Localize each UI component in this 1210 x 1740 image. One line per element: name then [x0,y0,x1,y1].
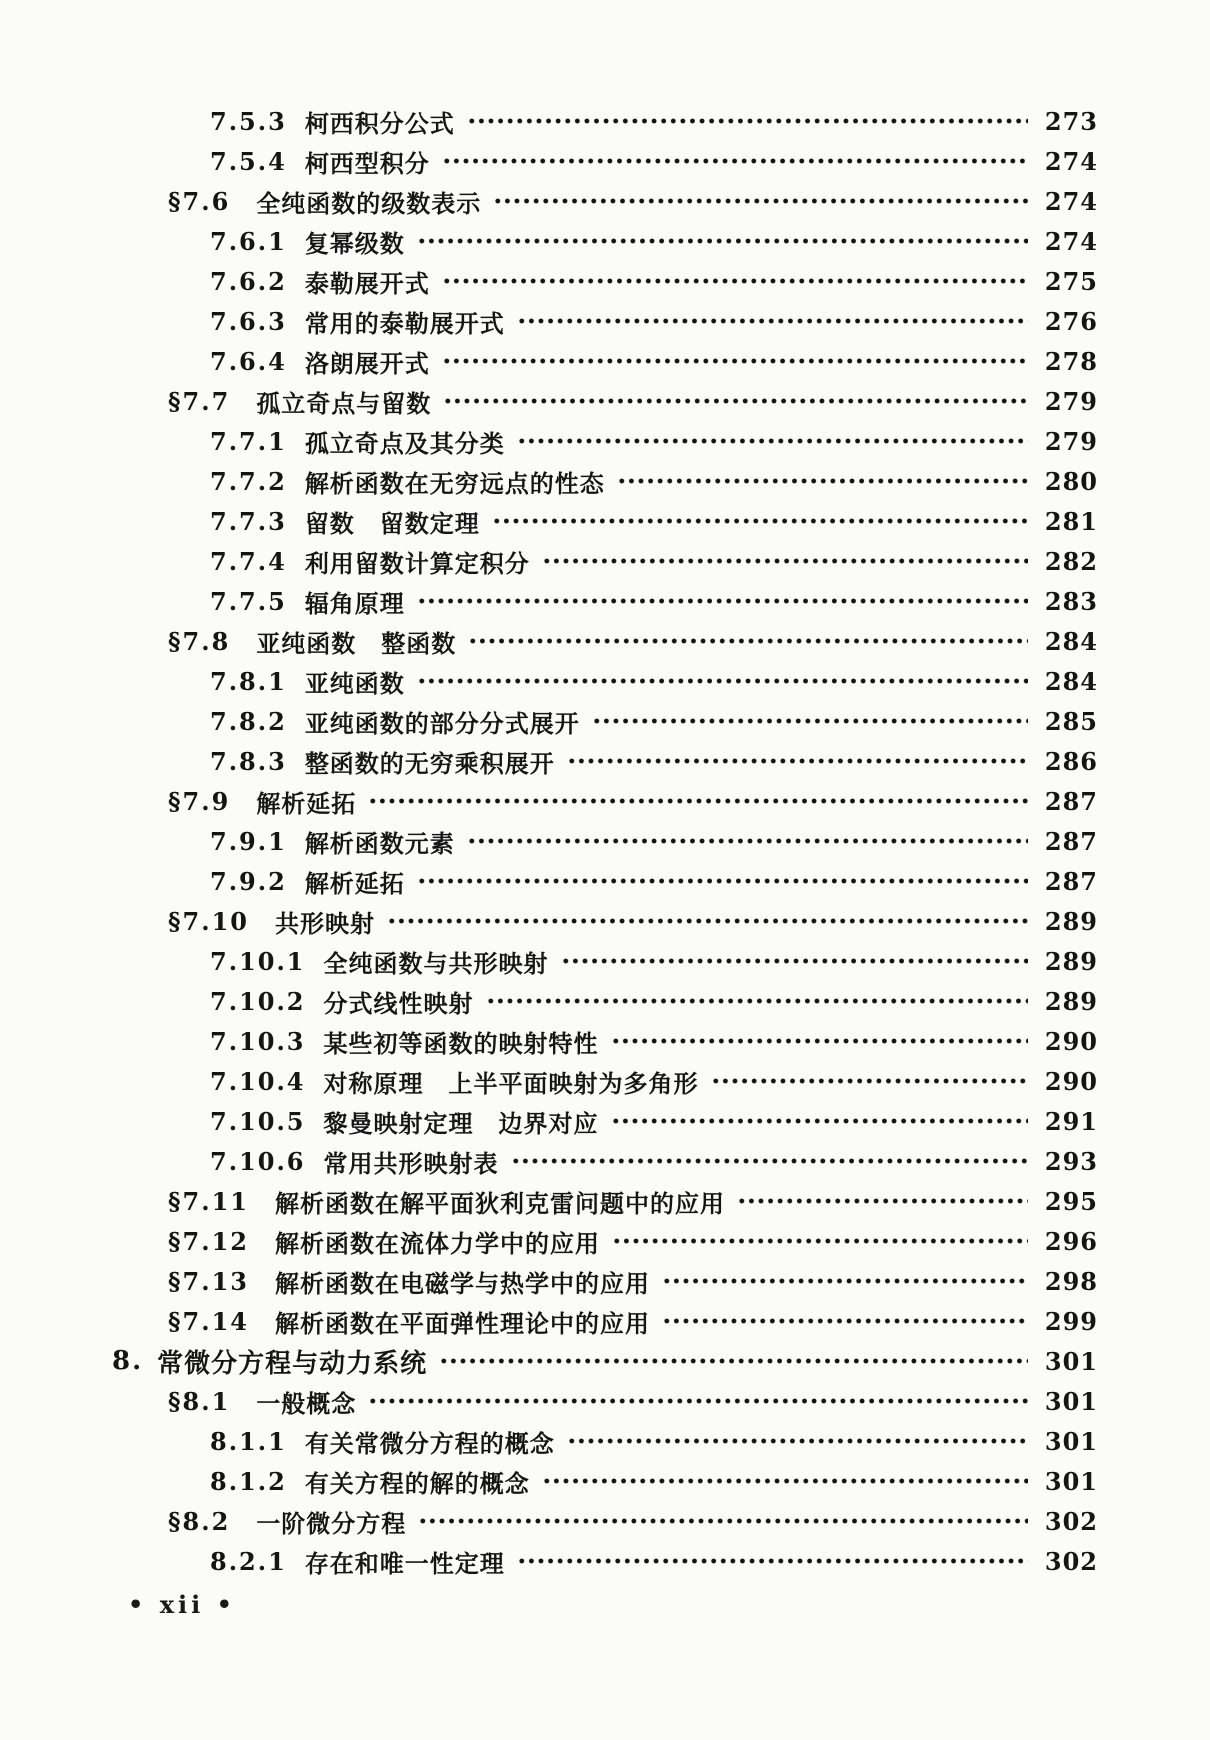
entry-number: §7.12 [168,1226,250,1256]
entry-page-number: 274 [1044,186,1098,216]
entry-number: 7.8.1 [210,666,287,696]
dot-leader [467,101,1028,141]
entry-page-number: 281 [1044,506,1098,536]
entry-number: 7.8.3 [210,746,287,776]
entry-number: 7.10.3 [210,1026,306,1056]
page-number-footer: • xii • [128,1590,236,1619]
entry-page-number: 285 [1044,706,1098,736]
toc-entry [0,901,1210,941]
dot-leader [417,221,1028,261]
dot-leader [737,1181,1028,1221]
entry-title: 解析函数在平面弹性理论中的应用 [275,1309,651,1338]
entry-title: 洛朗展开式 [304,349,430,378]
dot-leader [517,301,1028,341]
dot-leader [368,781,1028,821]
toc-entry [0,1021,1210,1061]
entry-number: 7.7.3 [210,506,287,536]
entry-number: 7.7.1 [210,426,287,456]
dot-leader [468,621,1028,661]
entry-number: 8.1.2 [210,1466,287,1496]
entry-title: 亚纯函数的部分分式展开 [304,709,580,738]
entry-title: 一般概念 [256,1389,357,1418]
entry-number: §7.9 [168,786,231,816]
dot-leader [662,1301,1028,1341]
entry-number: 8. [112,1346,144,1376]
entry-number: §7.8 [168,626,231,656]
dot-leader [492,501,1028,541]
toc-entry [0,1501,1210,1541]
dot-leader [567,741,1028,781]
toc-entry [0,1141,1210,1181]
entry-page-number: 293 [1044,1146,1098,1176]
entry-title: 全纯函数的级数表示 [256,189,482,218]
entry-page-number: 278 [1044,346,1098,376]
entry-title: 整函数的无穷乘积展开 [304,749,555,778]
entry-number: 7.10.1 [210,946,306,976]
toc-entry [0,1061,1210,1101]
dot-leader [711,1061,1028,1101]
toc-entry [0,581,1210,621]
toc-entry [0,661,1210,701]
entry-title: 留数 留数定理 [304,509,480,538]
entry-title: 一阶微分方程 [256,1509,407,1538]
dot-leader [567,1421,1028,1461]
entry-title: 分式线性映射 [323,989,474,1018]
entry-title: 柯西型积分 [304,149,430,178]
entry-page-number: 290 [1044,1066,1098,1096]
entry-title: 亚纯函数 整函数 [256,629,457,658]
toc-entry [0,1421,1210,1461]
entry-page-number: 287 [1044,786,1098,816]
entry-page-number: 282 [1044,546,1098,576]
entry-number: 7.6.1 [210,226,287,256]
entry-page-number: 287 [1044,826,1098,856]
entry-page-number: 291 [1044,1106,1098,1136]
entry-page-number: 274 [1044,226,1098,256]
entry-title: 利用留数计算定积分 [304,549,530,578]
entry-title: 常用共形映射表 [323,1149,499,1178]
toc-entry [0,941,1210,981]
toc-entry [0,981,1210,1021]
dot-leader [662,1261,1028,1301]
entry-title: 常微分方程与动力系统 [157,1348,428,1379]
toc-entry [0,1381,1210,1421]
entry-number: 7.10.4 [210,1066,306,1096]
dot-leader [617,461,1028,501]
entry-page-number: 299 [1044,1306,1098,1336]
toc-entry [0,421,1210,461]
toc-entry [0,381,1210,421]
dot-leader [517,1541,1028,1581]
dot-leader [511,1141,1028,1181]
dot-leader [368,1381,1028,1421]
entry-title: 有关方程的解的概念 [304,1469,530,1498]
entry-title: 孤立奇点与留数 [256,389,432,418]
entry-number: 7.8.2 [210,706,287,736]
entry-title: 解析函数在流体力学中的应用 [275,1229,601,1258]
toc-entry [0,741,1210,781]
dot-leader [417,661,1028,701]
dot-leader [493,181,1028,221]
entry-page-number: 301 [1044,1466,1098,1496]
entry-title: 泰勒展开式 [304,269,430,298]
entry-number: 7.7.4 [210,546,287,576]
entry-page-number: 275 [1044,266,1098,296]
entry-number: 7.6.3 [210,306,287,336]
entry-page-number: 301 [1044,1426,1098,1456]
toc-entry [0,341,1210,381]
toc-entry [0,181,1210,221]
dot-leader [387,901,1028,941]
entry-number: §7.10 [168,906,250,936]
entry-title: 全纯函数与共形映射 [323,949,549,978]
dot-leader [561,941,1028,981]
dot-leader [592,701,1028,741]
entry-page-number: 298 [1044,1266,1098,1296]
dot-leader [517,421,1028,461]
entry-page-number: 279 [1044,426,1098,456]
dot-leader [439,1341,1028,1381]
toc-entry [0,221,1210,261]
entry-number: 7.7.5 [210,586,287,616]
entry-number: 7.7.2 [210,466,287,496]
dot-leader [611,1101,1028,1141]
toc-entry [0,1221,1210,1261]
entry-number: §7.11 [168,1186,250,1216]
entry-title: 复幂级数 [304,229,405,258]
toc-entry [0,1341,1210,1381]
entry-title: 解析函数元素 [304,829,455,858]
entry-page-number: 276 [1044,306,1098,336]
entry-page-number: 279 [1044,386,1098,416]
entry-number: 8.2.1 [210,1546,287,1576]
entry-title: 辐角原理 [304,589,405,618]
entry-title: 解析函数在无穷远点的性态 [304,469,605,498]
entry-title: 常用的泰勒展开式 [304,309,505,338]
entry-title: 共形映射 [275,909,376,938]
entry-page-number: 290 [1044,1026,1098,1056]
toc-entry [0,101,1210,141]
entry-page-number: 289 [1044,906,1098,936]
entry-title: 对称原理 上半平面映射为多角形 [323,1069,699,1098]
entry-title: 解析延拓 [304,869,405,898]
entry-page-number: 280 [1044,466,1098,496]
dot-leader [542,541,1028,581]
entry-number: 7.10.2 [210,986,306,1016]
entry-number: §7.6 [168,186,231,216]
dot-leader [417,861,1028,901]
entry-number: §8.1 [168,1386,231,1416]
toc-entry [0,1301,1210,1341]
toc-entry [0,461,1210,501]
entry-title: 柯西积分公式 [304,109,455,138]
toc-list [0,101,1210,1581]
toc-entry [0,261,1210,301]
dot-leader [467,821,1028,861]
entry-page-number: 274 [1044,146,1098,176]
entry-number: 7.6.4 [210,346,287,376]
entry-title: 解析延拓 [256,789,357,818]
entry-number: §7.13 [168,1266,250,1296]
entry-title: 存在和唯一性定理 [304,1549,505,1578]
entry-title: 黎曼映射定理 边界对应 [323,1109,599,1138]
entry-number: 7.10.5 [210,1106,306,1136]
dot-leader [612,1221,1028,1261]
entry-page-number: 284 [1044,626,1098,656]
entry-page-number: 296 [1044,1226,1098,1256]
dot-leader [417,581,1028,621]
entry-number: 7.5.4 [210,146,287,176]
entry-number: §7.14 [168,1306,250,1336]
entry-number: §8.2 [168,1506,231,1536]
toc-entry [0,861,1210,901]
entry-number: 7.5.3 [210,106,287,136]
entry-title: 亚纯函数 [304,669,405,698]
toc-entry [0,781,1210,821]
toc-entry [0,1541,1210,1581]
entry-page-number: 289 [1044,986,1098,1016]
entry-number: 8.1.1 [210,1426,287,1456]
entry-page-number: 283 [1044,586,1098,616]
entry-number: 7.9.1 [210,826,287,856]
entry-number: 7.9.2 [210,866,287,896]
toc-entry [0,1101,1210,1141]
dot-leader [542,1461,1028,1501]
entry-page-number: 273 [1044,106,1098,136]
toc-entry [0,1181,1210,1221]
toc-entry [0,1461,1210,1501]
entry-page-number: 289 [1044,946,1098,976]
entry-page-number: 295 [1044,1186,1098,1216]
dot-leader [611,1021,1028,1061]
dot-leader [442,141,1028,181]
toc-entry [0,621,1210,661]
entry-title: 有关常微分方程的概念 [304,1429,555,1458]
entry-number: 7.6.2 [210,266,287,296]
dot-leader [442,261,1028,301]
entry-number: 7.10.6 [210,1146,306,1176]
entry-title: 某些初等函数的映射特性 [323,1029,599,1058]
dot-leader [442,341,1028,381]
entry-page-number: 302 [1044,1546,1098,1576]
entry-title: 解析函数在解平面狄利克雷问题中的应用 [275,1189,726,1218]
toc-entry [0,1261,1210,1301]
entry-page-number: 286 [1044,746,1098,776]
dot-leader [418,1501,1028,1541]
entry-page-number: 287 [1044,866,1098,896]
toc-entry [0,301,1210,341]
entry-title: 孤立奇点及其分类 [304,429,505,458]
toc-entry [0,501,1210,541]
toc-entry [0,701,1210,741]
toc-entry [0,821,1210,861]
toc-entry [0,541,1210,581]
toc-entry [0,141,1210,181]
entry-number: §7.7 [168,386,231,416]
entry-page-number: 301 [1044,1346,1098,1376]
entry-page-number: 301 [1044,1386,1098,1416]
dot-leader [443,381,1028,421]
entry-page-number: 284 [1044,666,1098,696]
entry-page-number: 302 [1044,1506,1098,1536]
entry-title: 解析函数在电磁学与热学中的应用 [275,1269,651,1298]
dot-leader [486,981,1028,1021]
